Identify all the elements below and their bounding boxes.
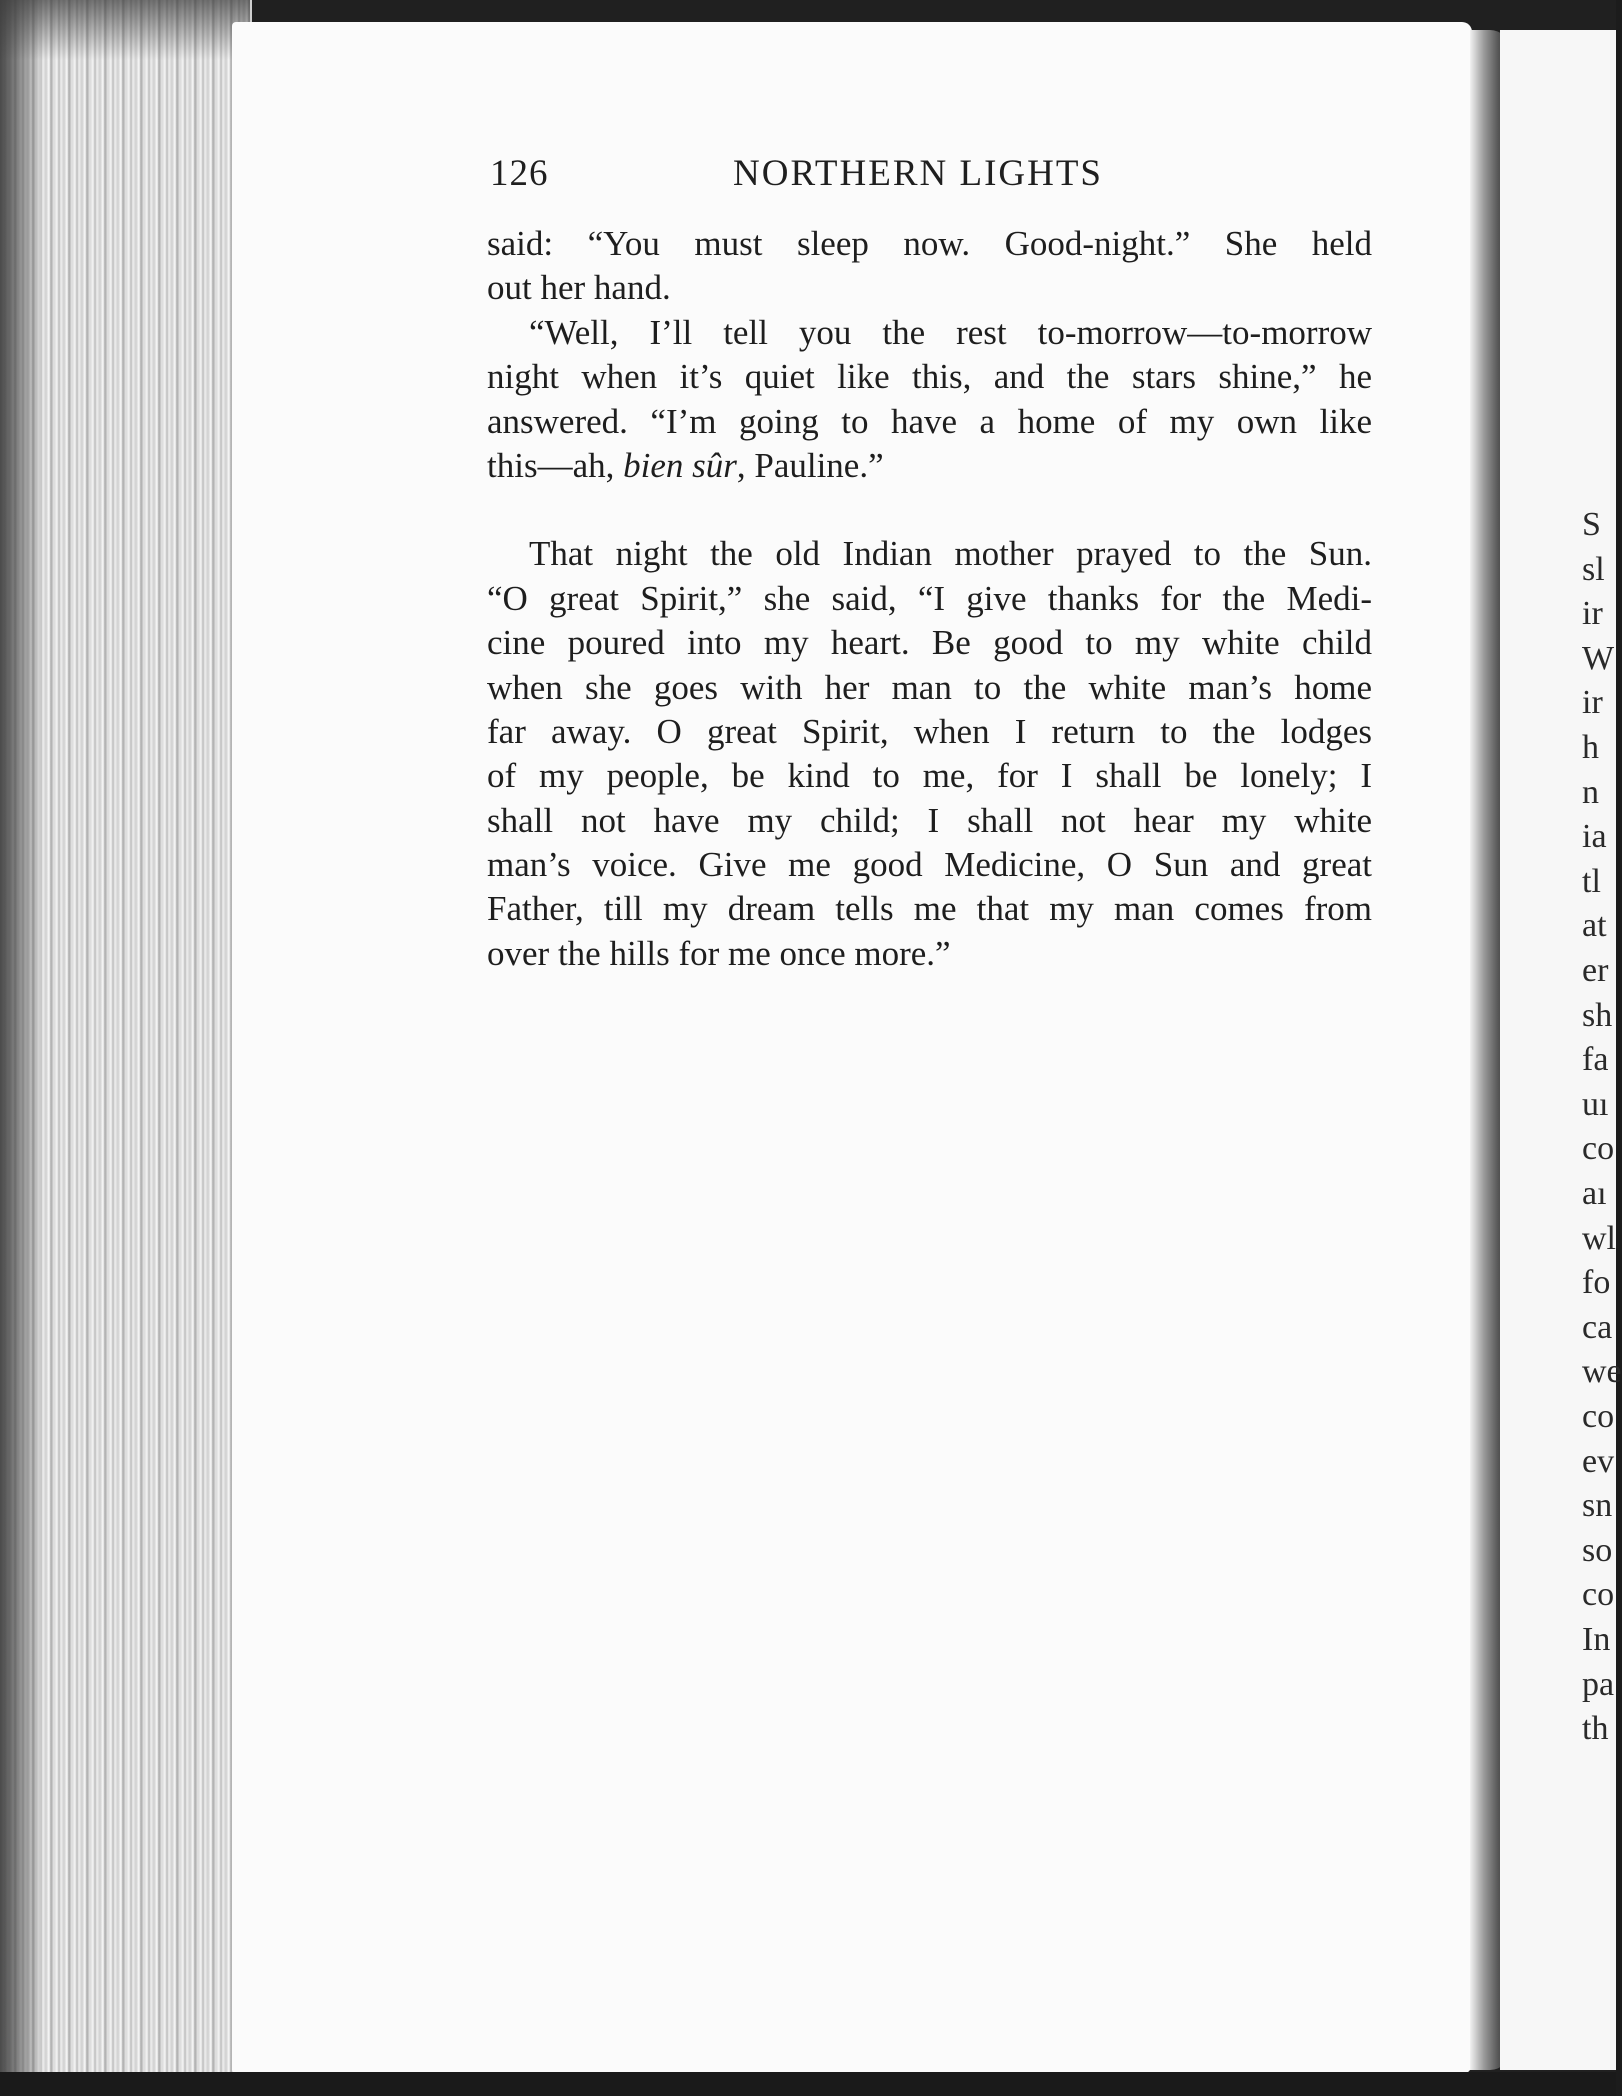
- facing-page-fragment: n: [1582, 773, 1599, 811]
- facing-page-fragment: fa: [1582, 1041, 1609, 1079]
- text-line: That night the old Indian mother prayed to the Sun.: [529, 534, 1372, 574]
- facing-page-fragment: aı: [1582, 1175, 1607, 1212]
- page-number: 126: [490, 153, 549, 194]
- paragraph-gap: [487, 488, 1372, 532]
- facing-page-fragment: ca: [1582, 1308, 1613, 1346]
- facing-page-fragment: tl: [1582, 862, 1601, 900]
- text-line: over the hills for me once more.”: [487, 933, 951, 973]
- text-line: night when it’s quiet like this, and the stars shine,” he: [487, 357, 1372, 397]
- text-line: man’s voice. Give me good Medicine, O Sun and great: [487, 845, 1372, 885]
- text-segment: , Pauline.”: [736, 445, 884, 485]
- text-segment: this—ah,: [487, 445, 624, 485]
- facing-page-fragment: pa: [1582, 1665, 1615, 1703]
- facing-page-fragment: wl: [1582, 1219, 1616, 1257]
- text-line: out her hand.: [487, 268, 671, 308]
- text-line: Father, till my dream tells me that my man comes from: [487, 889, 1372, 929]
- facing-page-fragment: In: [1582, 1621, 1611, 1658]
- facing-page-fragment: th: [1582, 1710, 1609, 1748]
- facing-page-fragment: co: [1582, 1398, 1615, 1435]
- text-line: [487, 444, 1372, 488]
- text-line: “Well, I’ll tell you the rest to-morrow—to-morrow: [529, 312, 1372, 352]
- facing-page-fragment: so: [1582, 1531, 1613, 1569]
- text-line: when she goes with her man to the white man’s home: [487, 667, 1372, 707]
- facing-page-fragment: er: [1582, 952, 1609, 989]
- facing-page-fragment: S: [1582, 506, 1601, 543]
- facing-page-fragment: co: [1582, 1130, 1615, 1168]
- facing-page-fragment: W: [1582, 639, 1615, 677]
- facing-page-fragment: sh: [1582, 996, 1613, 1034]
- running-title: NORTHERN LIGHTS: [733, 153, 1104, 194]
- facing-page-fragment: ir: [1582, 595, 1603, 633]
- facing-page-fragment: sl: [1582, 550, 1605, 588]
- facing-page-fragment: fo: [1582, 1264, 1611, 1302]
- body-text: [487, 222, 1372, 976]
- text-line: shall not have my child; I shall not hear my white: [487, 800, 1372, 840]
- facing-page-fragment: ia: [1582, 818, 1607, 856]
- bottom-edge: [0, 2072, 1616, 2096]
- facing-page-fragment: at: [1582, 907, 1607, 945]
- text-line: “O great Spirit,” she said, “I give thanks for the Medi-: [487, 578, 1372, 618]
- text-line: of my people, be kind to me, for I shall be lonely; I: [487, 756, 1372, 796]
- facing-page-fragment: sn: [1582, 1487, 1613, 1525]
- facing-page-fragment: co: [1582, 1576, 1615, 1614]
- text-line: far away. O great Spirit, when I return to the lodges: [487, 711, 1372, 751]
- facing-page-fragment: ev: [1582, 1442, 1615, 1480]
- facing-page-fragment: uı: [1582, 1085, 1609, 1123]
- text-line: said: “You must sleep now. Good-night.” She held: [487, 224, 1372, 263]
- facing-page-fragment: we: [1582, 1353, 1622, 1391]
- text-line: cine poured into my heart. Be good to my white child: [487, 623, 1372, 663]
- facing-page-fragment: ir: [1582, 684, 1603, 722]
- page-edges: [0, 0, 252, 2075]
- facing-page: [1500, 30, 1622, 2070]
- facing-page-fragment: h: [1582, 729, 1599, 766]
- italic-phrase: bien sûr: [623, 445, 737, 485]
- text-line: answered. “I’m going to have a home of my own like: [487, 401, 1372, 441]
